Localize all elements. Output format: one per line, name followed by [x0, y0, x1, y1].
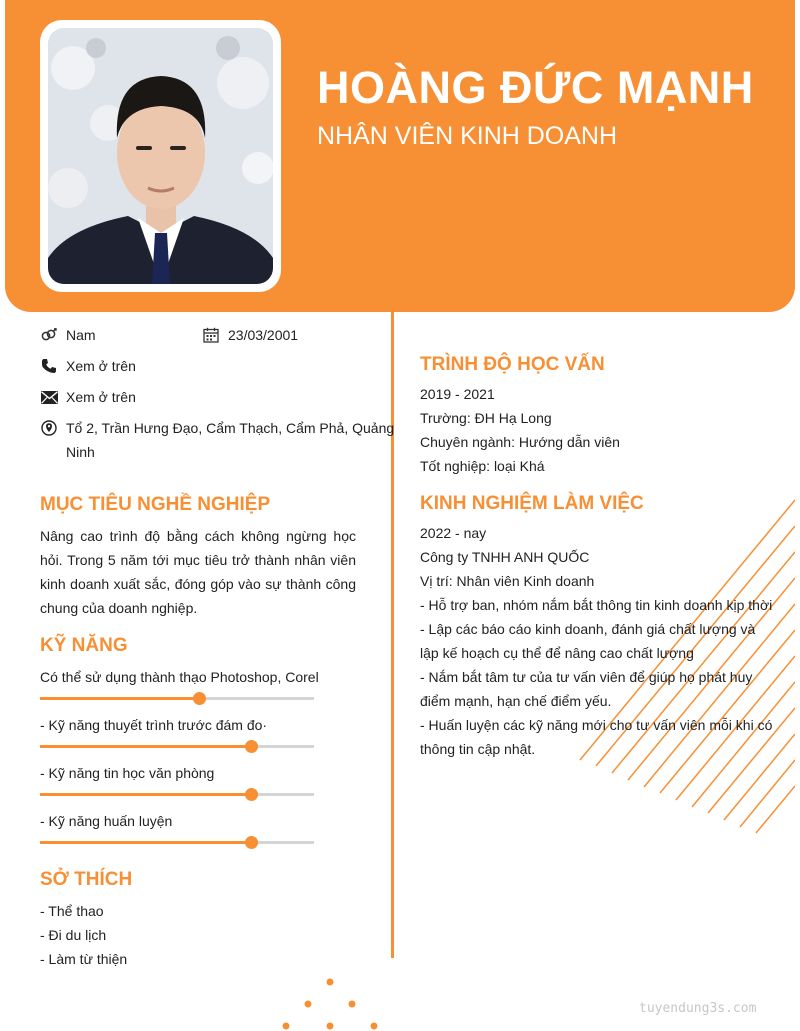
objective-heading: MỤC TIÊU NGHỀ NGHIỆP [40, 494, 271, 515]
objective-line: hỏi. Trong 5 năm tới mục tiêu trở thành nhân viên [40, 552, 356, 568]
email-row [40, 385, 136, 409]
column-divider [391, 312, 394, 958]
experience-line: - Nắm bắt tâm tư của tư vấn viên để giúp họ phát huy [420, 669, 753, 685]
experience-details [420, 521, 772, 761]
skill-label: - Kỹ năng huấn luyện [40, 813, 173, 829]
skills-heading: KỸ NĂNG [40, 635, 128, 656]
skill-bar-fill [40, 697, 199, 700]
hobbies-heading: SỞ THÍCH [40, 869, 133, 890]
experience-line: - Huấn luyện các kỹ năng mới cho tư vấn viên mỗi khi có [420, 717, 773, 733]
candidate-name: HOÀNG ĐỨC MẠNH [317, 62, 754, 113]
skill-bar [40, 745, 314, 748]
decorative-dots [270, 972, 390, 1031]
birthdate-row [202, 323, 298, 347]
hobby-item: - Đi du lịch [40, 927, 107, 943]
experience-line: - Lập các báo cáo kinh doanh, đánh giá chất lượng và [420, 621, 756, 637]
envelope-icon [40, 385, 58, 409]
email-value: Xem ở trên [66, 389, 136, 405]
skill-bar-fill [40, 841, 251, 844]
experience-line: Vị trí: Nhân viên Kinh doanh [420, 573, 595, 589]
hobbies-list [40, 899, 127, 971]
candidate-job-title: NHÂN VIÊN KINH DOANH [317, 122, 618, 150]
hobby-item: - Làm từ thiện [40, 951, 128, 967]
experience-line: 2022 - nay [420, 525, 487, 541]
phone-row [40, 354, 136, 378]
hobby-item: - Thể thao [40, 903, 104, 919]
skill-label: - Kỹ năng thuyết trình trước đám đo· [40, 717, 268, 733]
skill-level-handle [245, 788, 258, 801]
skill-level-handle [193, 692, 206, 705]
education-line: Chuyên ngành: Hướng dẫn viên [420, 434, 620, 450]
experience-heading: KINH NGHIỆM LÀM VIỆC [420, 493, 644, 514]
objective-line: chung của doanh nghiệp. [40, 600, 198, 616]
education-line: 2019 - 2021 [420, 386, 495, 402]
address-line-1: Tổ 2, Trần Hưng Đạo, Cẩm Thạch, Cẩm Phả, Quảng [66, 420, 395, 436]
skill-level-handle [245, 740, 258, 753]
phone-value: Xem ở trên [66, 358, 136, 374]
gender-icon [40, 323, 58, 347]
skill-bar-fill [40, 793, 251, 796]
experience-line: Công ty TNHH ANH QUỐC [420, 549, 590, 565]
skill-label: Có thể sử dụng thành thạo Photoshop, Corel [40, 669, 319, 685]
experience-line: - Hỗ trợ ban, nhóm nắm bắt thông tin kinh doanh kịp thời [420, 597, 773, 613]
experience-line: thông tin cập nhật. [420, 741, 536, 757]
address-row [40, 416, 395, 464]
education-heading: TRÌNH ĐỘ HỌC VẤN [420, 354, 605, 375]
address-line-2: Ninh [66, 444, 95, 460]
education-line: Tốt nghiệp: loại Khá [420, 458, 545, 474]
objective-line: kinh doanh xuất sắc, đóng góp vào sự thành công [40, 576, 356, 592]
location-pin-icon [40, 416, 58, 440]
skill-level-handle [245, 836, 258, 849]
education-details [420, 382, 620, 478]
profile-photo-frame [40, 20, 281, 292]
experience-line: điểm mạnh, hạn chế điểm yếu. [420, 693, 612, 709]
profile-photo [48, 28, 273, 284]
phone-icon [40, 354, 58, 378]
experience-line: lập kế hoạch cụ thể để nâng cao chất lượng [420, 645, 694, 661]
skill-bar [40, 697, 314, 700]
objective-text [40, 524, 356, 620]
birthdate-value: 23/03/2001 [228, 327, 299, 343]
skill-bar [40, 793, 314, 796]
watermark: tuyendung3s.com [639, 1001, 757, 1016]
skill-bar [40, 841, 314, 844]
gender-value: Nam [66, 327, 96, 343]
gender-row [40, 323, 96, 347]
education-line: Trường: ĐH Hạ Long [420, 410, 552, 426]
calendar-icon [202, 323, 220, 347]
header-banner [5, 0, 795, 312]
skill-label: - Kỹ năng tin học văn phòng [40, 765, 215, 781]
skill-bar-fill [40, 745, 251, 748]
objective-line: Nâng cao trình độ bằng cách không ngừng học [40, 528, 356, 544]
